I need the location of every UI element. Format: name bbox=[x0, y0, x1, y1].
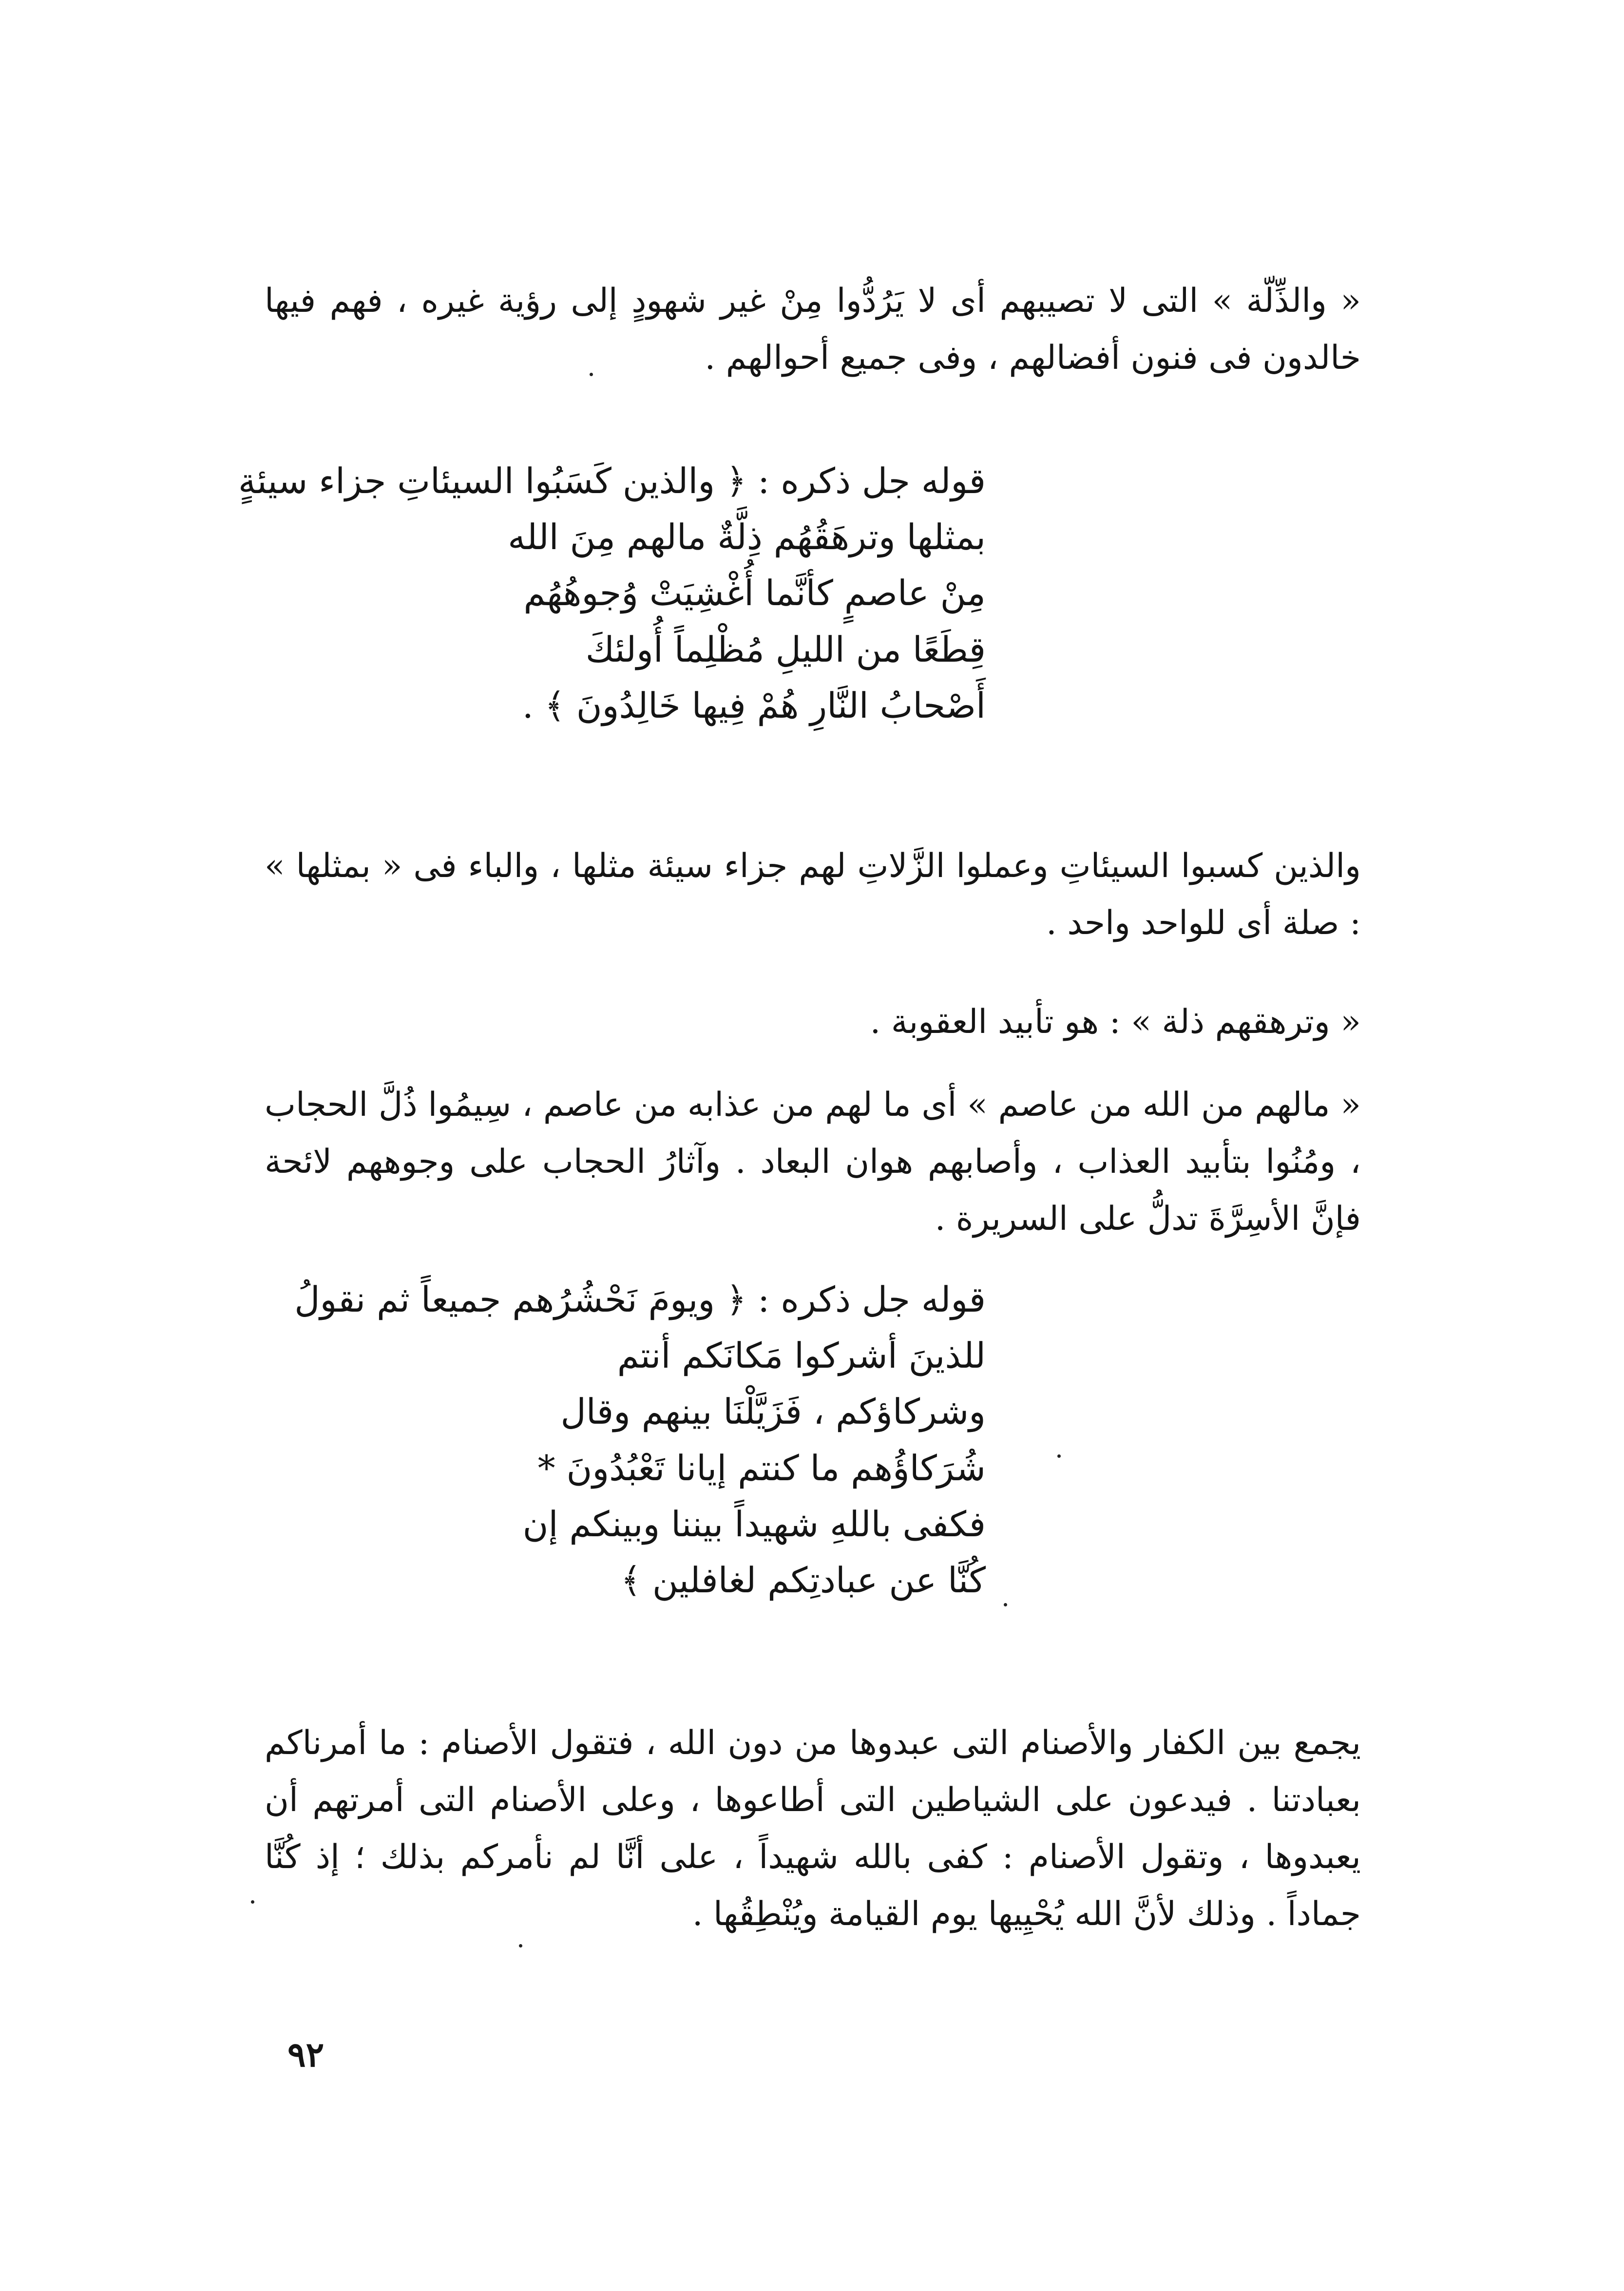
verse-line: قوله جل ذكره : ﴿ ويومَ نَحْشُرُهم جميعاً ثم نقولُ bbox=[294, 1279, 986, 1320]
verse-line: مِنْ عاصمٍ كأنَّما أُغْشِيَتْ وُجوهُهُم bbox=[523, 573, 986, 614]
page-number: ٩٢ bbox=[287, 2034, 325, 2075]
scan-speck bbox=[251, 1900, 254, 1904]
quran-verse-yunus-27 bbox=[238, 453, 986, 734]
verse-line: قِطَعًا من الليلِ مُظْلِماً أُولئكَ bbox=[585, 629, 986, 670]
paragraph-tarhaquhum: « وترهقهم ذلة » : هو تأبيد العقوبة . bbox=[870, 1003, 1361, 1041]
scan-speck bbox=[1004, 1603, 1007, 1606]
quran-verse-yunus-28-29 bbox=[294, 1272, 986, 1608]
scan-speck bbox=[590, 373, 593, 376]
paragraph-dhilla: « والذِّلّة » التى لا تصيبهم أى لا يَرُدُّوا مِنْ غير شهودٍ إلى رؤية غيره ، فهم فيها خالدون فى فنون أفضالهم ، وفى جميع أحوالهم . bbox=[265, 282, 1361, 377]
paragraph-asim: « مالهم من الله من عاصم » أى ما لهم من عذابه من عاصم ، سِيمُوا ذُلَّ الحجاب ، ومُنُوا بتأبيد العذاب ، وأصابهم هوان البعاد . وآثارُ الحجاب على وجوههم لائحة فإنَّ الأسِرَّةَ تدلُّ على السريرة . bbox=[265, 1086, 1361, 1238]
paragraph-sayyiat: والذين كسبوا السيئاتِ وعملوا الزَّلاتِ لهم جزاء سيئة مثلها ، والباء فى « بمثلها » : صلة أى للواحد واحد . bbox=[265, 847, 1361, 942]
scan-speck bbox=[519, 1944, 522, 1947]
verse-line: بمثلها وترهَقُهُم ذِلَّةٌ مالهم مِنَ الله bbox=[508, 516, 986, 558]
verse-line: كُنَّا عن عبادتِكم لغافلين ﴾ bbox=[620, 1559, 986, 1601]
scan-speck bbox=[1057, 1454, 1061, 1458]
verse-line: شُرَكاؤُهم ما كنتم إيانا تَعْبُدُونَ * bbox=[537, 1447, 986, 1489]
verse-line: قوله جل ذكره : ﴿ والذين كَسَبُوا السيئاتِ جزاء سيئةٍ bbox=[238, 460, 986, 501]
paragraph-asnam: يجمع بين الكفار والأصنام التى عبدوها من دون الله ، فتقول الأصنام : ما أمرناكم بعبادتنا . فيدعون على الشياطين التى أطاعوها ، وعلى الأصنام التى أمرتهم أن يعبدوها ، وتقول الأصنام : كفى بالله شهيداً ، على أنَّا لم نأمركم بذلك ؛ إذ كُنَّا جماداً . وذلك لأنَّ الله يُحْيِيها يوم القيامة ويُنْطِقُها . bbox=[265, 1724, 1361, 1933]
verse-line: فكفى باللهِ شهيداً بيننا وبينكم إن bbox=[522, 1503, 986, 1545]
verse-line: أَصْحابُ النَّارِ هُمْ فِيها خَالِدُونَ ﴾ . bbox=[522, 685, 986, 726]
verse-line: وشركاؤكم ، فَزَيَّلْنَا بينهم وقال bbox=[560, 1391, 986, 1432]
verse-line: للذينَ أشركوا مَكانَكم أنتم bbox=[617, 1335, 986, 1376]
